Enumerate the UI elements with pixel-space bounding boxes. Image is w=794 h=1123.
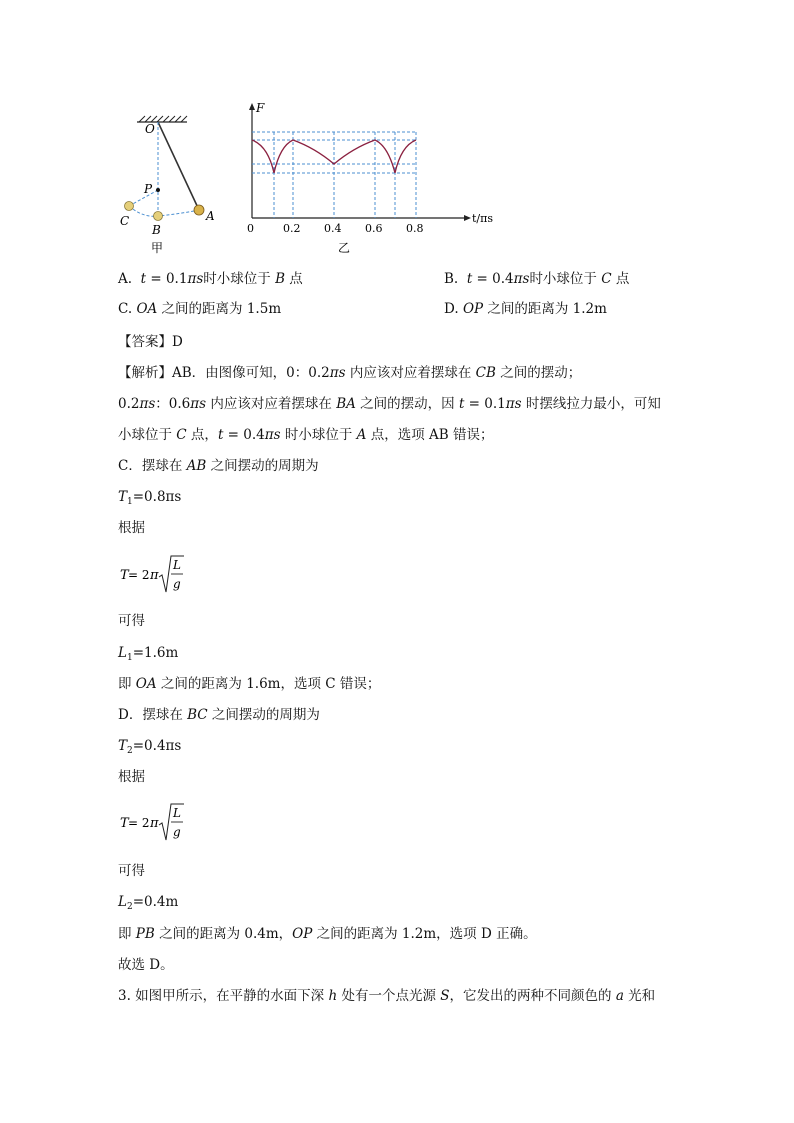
formula-eq: = 2 bbox=[128, 568, 150, 582]
y-axis-arrow bbox=[249, 103, 255, 110]
pendulum-period-formula-1 bbox=[118, 552, 198, 598]
x-tick-0.4: 0.4 bbox=[324, 222, 342, 235]
label-c: C bbox=[120, 214, 130, 228]
question-3: 3. 如图甲所示，在平静的水面下深 h 处有一个点光源 S，它发出的两种不同颜色的 a 光和 bbox=[118, 988, 656, 1004]
caption-jia: 甲 bbox=[151, 241, 164, 255]
label-a: A bbox=[206, 209, 215, 223]
basis-2: 根据 bbox=[118, 769, 145, 785]
label-b: B bbox=[152, 223, 161, 237]
analysis-line-2: 0.2πs：0.6πs 内应该对应着摆球在 BA 之间的摆动，因 t = 0.1πs 时摆线拉力最小，可知 bbox=[118, 396, 661, 412]
x-tick-0.6: 0.6 bbox=[365, 222, 383, 235]
formula-g: g bbox=[173, 577, 181, 591]
option-d[interactable]: D. OP 之间的距离为 1.2m bbox=[444, 301, 607, 317]
answer-line: 【答案】D bbox=[118, 334, 183, 350]
pendulum-figure bbox=[115, 108, 235, 258]
label-o: O bbox=[145, 122, 155, 136]
force-time-graph bbox=[240, 100, 500, 255]
oa-conclusion: 即 OA 之间的距离为 1.6m，选项 C 错误； bbox=[118, 676, 381, 692]
formula-pi: π bbox=[150, 568, 159, 583]
pendulum-period-formula-2 bbox=[118, 800, 198, 846]
ke-de-2: 可得 bbox=[118, 863, 145, 879]
caption-yi: 乙 bbox=[338, 241, 351, 255]
length-l1: $L_1=1.6m$ bbox=[118, 645, 179, 663]
ball-b bbox=[154, 212, 163, 221]
x-tick-0.2: 0.2 bbox=[283, 222, 301, 235]
x-tick-0.8: 0.8 bbox=[406, 222, 424, 235]
basis-1: 根据 bbox=[118, 520, 145, 536]
formula-l: L bbox=[173, 558, 181, 572]
label-p: P bbox=[144, 182, 153, 196]
formula-pi: π bbox=[150, 816, 159, 831]
ball-a bbox=[194, 205, 204, 215]
vertical-dashed-lines bbox=[274, 132, 416, 218]
length-l2: $L_2=0.4m$ bbox=[118, 894, 179, 912]
analysis-line-4: C．摆球在 AB 之间摆动的周期为 bbox=[118, 458, 319, 474]
x-axis-arrow bbox=[464, 215, 471, 221]
option-a[interactable]: A. t = 0.1πs时小球位于 B 点 bbox=[118, 271, 303, 287]
ball-c bbox=[125, 202, 134, 211]
formula-t: T bbox=[120, 816, 129, 831]
point-p bbox=[156, 188, 160, 192]
formula-t: T bbox=[120, 568, 129, 583]
period-t2: $T_2=0.4\pi s$ bbox=[118, 738, 182, 756]
swing-arc bbox=[129, 206, 199, 216]
y-axis-label: F bbox=[256, 101, 265, 115]
option-b[interactable]: B. t = 0.4πs时小球位于 C 点 bbox=[444, 271, 630, 287]
pb-conclusion: 即 PB 之间的距离为 0.4m，OP 之间的距离为 1.2m，选项 D 正确。 bbox=[118, 926, 537, 942]
formula-l: L bbox=[173, 806, 181, 820]
formula-g: g bbox=[173, 825, 181, 839]
formula-eq: = 2 bbox=[128, 816, 150, 830]
pendulum-string bbox=[158, 122, 199, 210]
ke-de-1: 可得 bbox=[118, 613, 145, 629]
period-t1: $T_1=0.8\pi s$ bbox=[118, 489, 182, 507]
x-axis-label: t/πs bbox=[472, 212, 494, 225]
analysis-line-1: 【解析】AB．由图像可知，0：0.2πs 内应该对应着摆球在 CB 之间的摆动； bbox=[118, 365, 582, 381]
analysis-line-d: D．摆球在 BC 之间摆动的周期为 bbox=[118, 707, 320, 723]
analysis-line-3: 小球位于 C 点，t = 0.4πs 时小球位于 A 点，选项 AB 错误； bbox=[118, 427, 494, 443]
final-choice: 故选 D。 bbox=[118, 957, 174, 973]
x-tick-0: 0 bbox=[247, 222, 254, 235]
option-c[interactable]: C. OA 之间的距离为 1.5m bbox=[118, 301, 282, 317]
